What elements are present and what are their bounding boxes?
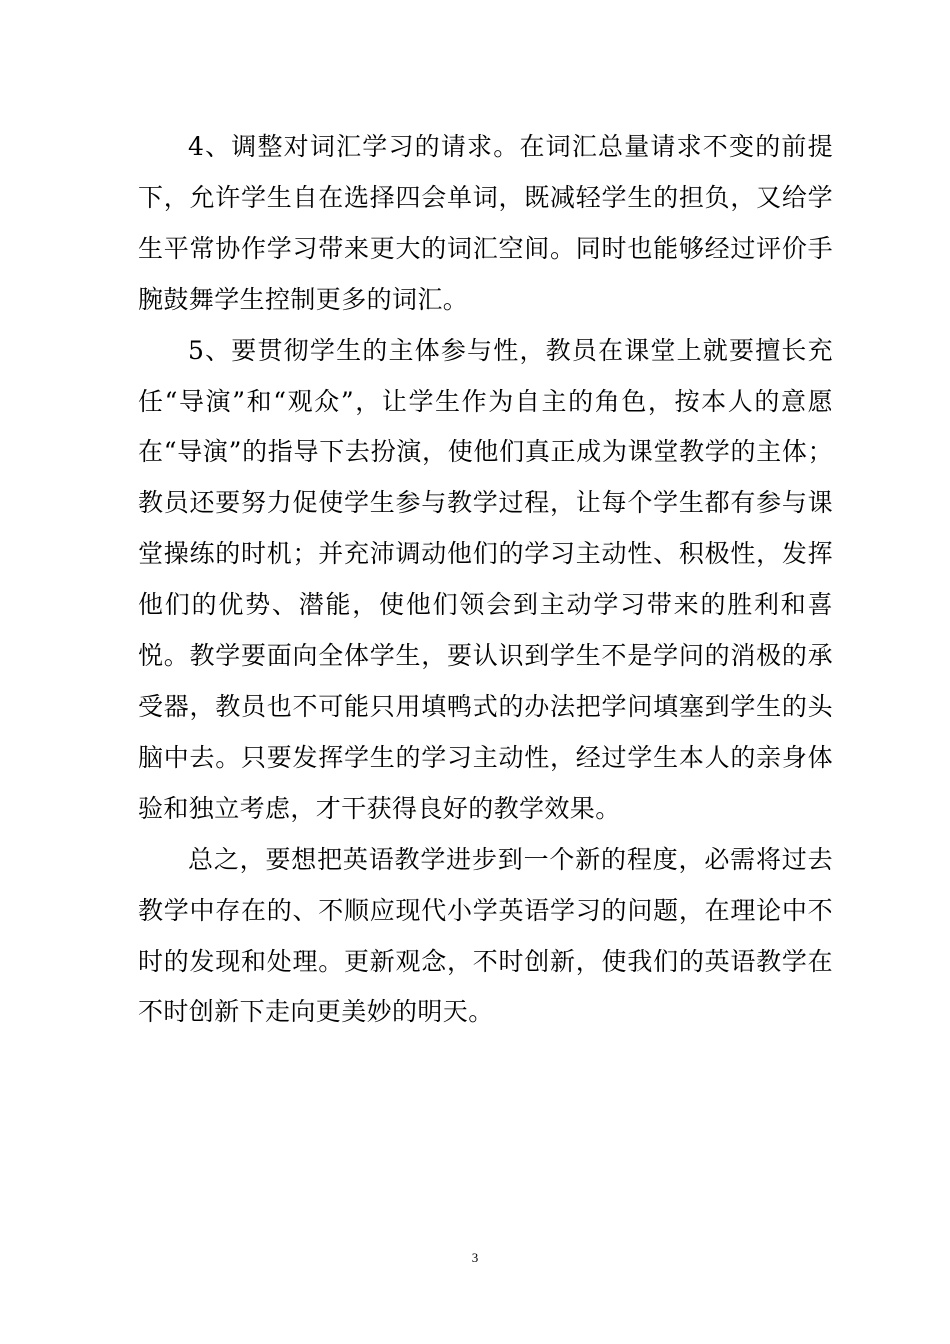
paragraph-student-participation: 5、要贯彻学生的主体参与性，教员在课堂上就要擅长充任“导演”和“观众”，让学生作为自主的角色，按本人的意愿在“导演”的指导下去扮演，使他们真正成为课堂教学的主体；教员还要努力促使学生参与教学过程，让每个学生都有参与课堂操练的时机；并充沛调动他们的学习主动性、积极性，发挥他们的优势、潜能，使他们领会到主动学习带来的胜利和喜悦。教学要面向全体学生，要认识到学生不是学问的消极的承受器，教员也不可能只用填鸭式的办法把学问填塞到学生的头脑中去。只要发挥学生的学习主动性，经过学生本人的亲身体验和独立考虑，才干获得良好的教学效果。 bbox=[138, 335, 833, 823]
body-text bbox=[138, 122, 833, 1038]
page-number: 3 bbox=[471, 1250, 479, 1265]
paragraph-vocabulary: 4、调整对词汇学习的请求。在词汇总量请求不变的前提下，允许学生自在选择四会单词，既减轻学生的担负，又给学生平常协作学习带来更大的词汇空间。同时也能够经过评价手腕鼓舞学生控制更多的词汇。 bbox=[138, 132, 833, 314]
paragraph-conclusion: 总之，要想把英语教学进步到一个新的程度，必需将过去教学中存在的、不顺应现代小学英语学习的问题，在理论中不时的发现和处理。更新观念，不时创新，使我们的英语教学在不时创新下走向更美妙的明天。 bbox=[138, 844, 833, 1027]
